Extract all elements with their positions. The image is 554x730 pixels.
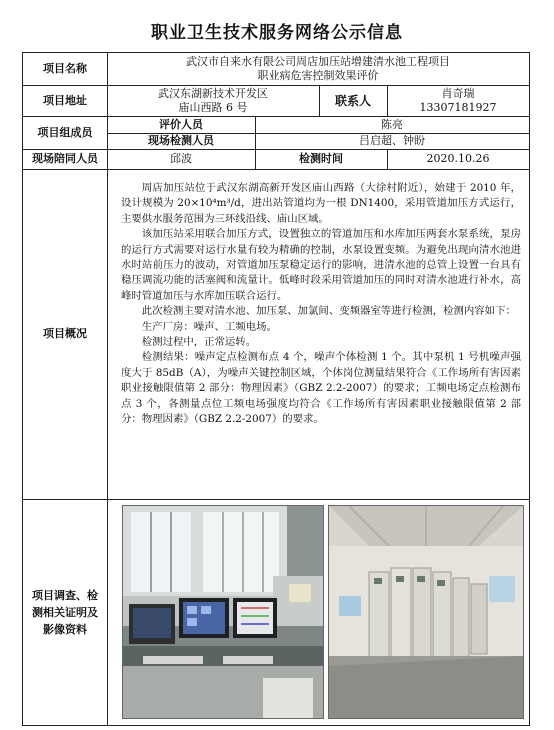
overview-paragraph: 检测结果：噪声定点检测布点 4 个，噪声个体检测 1 个。其中泵机 1 号机噪声强度大于 85dB（A），为噪声关键控制区域，个体岗位测量结果符合《工作场所有害因素职业接触限值第 2 部分：物理因素》（GBZ 2.2-2007）的要求；工频电场定点检测布点 3 个，各测量点位工频电场强度均符合《工作场所有害因素职业接触限值第 2 部分：物理因素》（GBZ 2.2-2007）的要求。 [121,351,521,426]
overview-text [121,181,521,428]
overview-label: 项目概况 [43,327,87,340]
contact-phone: 13307181927 [419,100,497,114]
companion-value: 邱波 [170,152,192,165]
overview-paragraph: 此次检测主要对清水池、加压泵、加氯间、变频器室等进行检测，检测内容如下： [141,305,516,318]
overview-paragraph: 该加压站采用联合加压方式，设置独立的管道加压和水库加压两套水泵系统，泵房的运行方式需要对运行水量有较为精确的控制，水泵设置变频。为避免出现向清水池进水时站前压力的波动，对管道加压泵稳定运行的影响，进清水池的总管上设置一台具有稳压调流功能的活塞阀和流量计。低峰时段采用管道加压的同时对清水池进行补水，高峰时管道加压与水库加压联合运行。 [121,228,521,302]
contact-value [387,85,529,116]
control-room-photo-icon [123,506,323,718]
test-date-label: 检测时间 [299,152,343,165]
project-name-value [107,53,529,85]
companion-label: 现场陪同人员 [32,152,98,165]
project-name-line-1: 武汉市自来水有限公司周店加压站增建清水池工程项目 [186,55,450,68]
overview-paragraph: 周店加压站位于武汉东湖高新开发区庙山西路（大徐村附近），始建于 2010 年，设计规模为 20×10⁴m³/d，进出站管道均为一根 DN1400，采用管道加压方式运行，主要供水服务范围为三环线沿线、庙山区域。 [121,182,521,225]
switchgear-room-photo-icon [329,506,523,718]
control-room-photo [122,505,324,719]
project-name-line-2: 职业病危害控制效果评价 [257,69,379,82]
overview-paragraph: 生产厂房：噪声、工频电场。 [141,320,277,333]
members-label: 项目组成员 [37,125,93,139]
project-name-label: 项目名称 [43,62,87,75]
contact-label: 联系人 [334,93,371,108]
evaluator-label: 评价人员 [159,117,203,131]
project-address-value [107,85,319,116]
info-table [22,52,530,726]
sampler-value: 吕启超、钟盼 [359,134,425,147]
photos-label: 项目调查、检测相关证明及影像资料 [32,588,98,636]
test-date-value: 2020.10.26 [426,152,490,165]
evaluator-value: 陈亮 [381,117,403,131]
project-address-label: 项目地址 [43,93,87,107]
sampler-label: 现场检测人员 [148,134,214,147]
page-title: 职业卫生技术服务网络公示信息 [151,23,403,43]
address-line-1: 武汉东湖新技术开发区 [158,86,268,100]
contact-name: 肖奇瑞 [441,86,475,100]
switchgear-room-photo [328,505,524,719]
address-line-2: 庙山西路 6 号 [178,100,248,114]
overview-paragraph: 检测过程中，正常运转。 [141,336,257,349]
